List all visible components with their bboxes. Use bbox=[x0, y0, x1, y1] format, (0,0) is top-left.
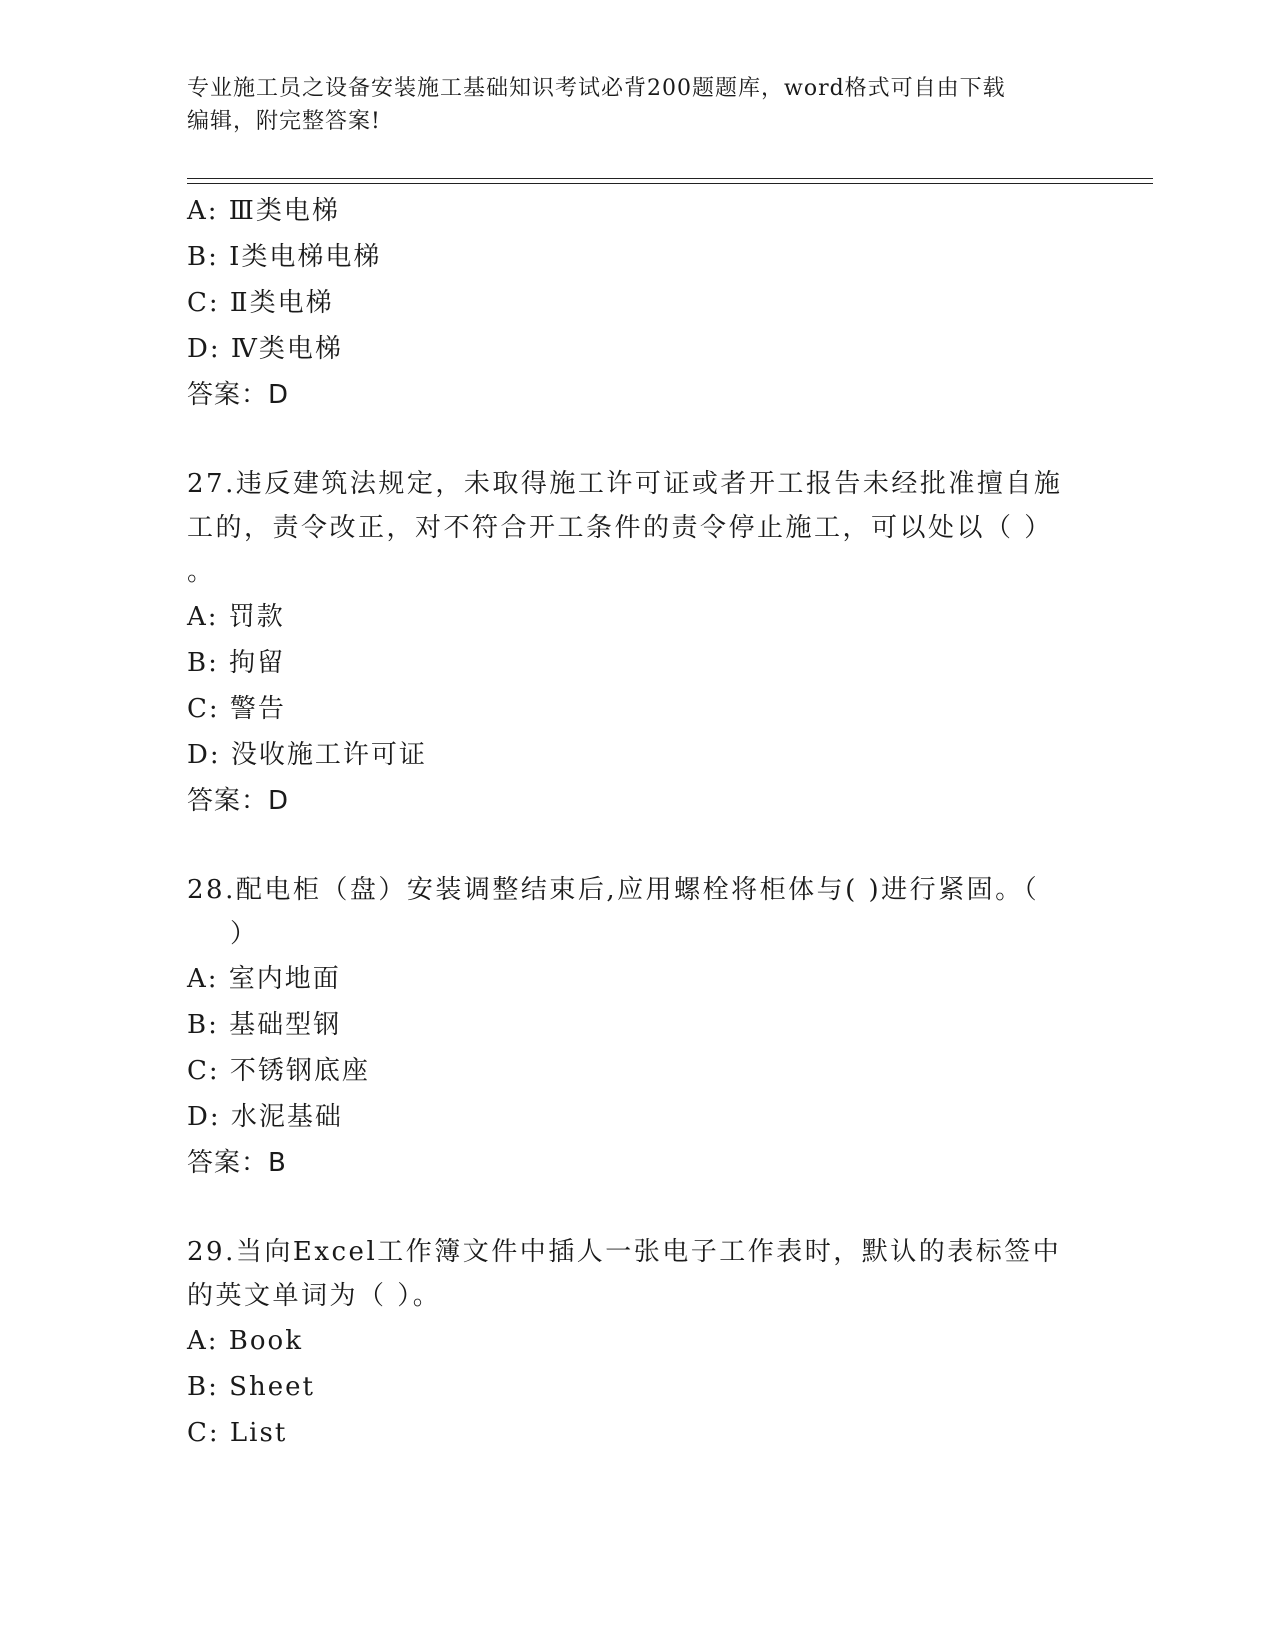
option-a: A: 罚款 bbox=[187, 602, 285, 632]
option-c: C: List bbox=[187, 1418, 288, 1448]
document-header bbox=[187, 72, 1067, 138]
question-stem-line: 28.配电柜（盘）安装调整结束后,应用螺栓将柜体与( )进行紧固。（ bbox=[187, 875, 1040, 905]
option-c: C: 不锈钢底座 bbox=[187, 1056, 370, 1086]
header-line-2: 编辑，附完整答案! bbox=[187, 109, 381, 134]
question-stem-line: 27.违反建筑法规定，未取得施工许可证或者开工报告未经批准擅自施 bbox=[187, 469, 1063, 499]
option-d: D: 没收施工许可证 bbox=[187, 740, 427, 770]
question-29 bbox=[187, 1230, 1087, 1456]
option-a: A: Book bbox=[187, 1326, 303, 1356]
question-list bbox=[187, 188, 1087, 1456]
answer-line: 答案：D bbox=[187, 380, 290, 410]
option-b: B: 拘留 bbox=[187, 648, 286, 678]
question-stem-line: 工的，责令改正，对不符合开工条件的责令停止施工，可以处以（ ） bbox=[187, 513, 1053, 543]
question-27 bbox=[187, 462, 1087, 824]
question-stem-line: ） bbox=[187, 919, 259, 949]
header-divider-bottom bbox=[187, 183, 1153, 184]
option-b: B: 基础型钢 bbox=[187, 1010, 342, 1040]
option-c: C: 警告 bbox=[187, 694, 286, 724]
option-d: D: 水泥基础 bbox=[187, 1102, 343, 1132]
header-line-1: 专业施工员之设备安装施工基础知识考试必背200题题库，word格式可自由下载 bbox=[187, 76, 1006, 101]
header-divider-top bbox=[187, 178, 1153, 179]
option-b: B: Ⅰ类电梯电梯 bbox=[187, 242, 382, 272]
question-stem-line: 。 bbox=[187, 557, 216, 587]
question-28 bbox=[187, 868, 1087, 1186]
question-stem-line: 29.当向Excel工作簿文件中插人一张电子工作表时，默认的表标签中 bbox=[187, 1237, 1062, 1267]
option-a: A: Ⅲ类电梯 bbox=[187, 196, 340, 226]
option-d: D: Ⅳ类电梯 bbox=[187, 334, 343, 364]
answer-line: 答案：D bbox=[187, 786, 290, 816]
option-c: C: Ⅱ类电梯 bbox=[187, 288, 334, 318]
answer-line: 答案：B bbox=[187, 1148, 287, 1178]
question-26 bbox=[187, 188, 1087, 418]
option-a: A: 室内地面 bbox=[187, 964, 341, 994]
option-b: B: Sheet bbox=[187, 1372, 315, 1402]
question-stem-line: 的英文单词为（ ）。 bbox=[187, 1281, 442, 1311]
